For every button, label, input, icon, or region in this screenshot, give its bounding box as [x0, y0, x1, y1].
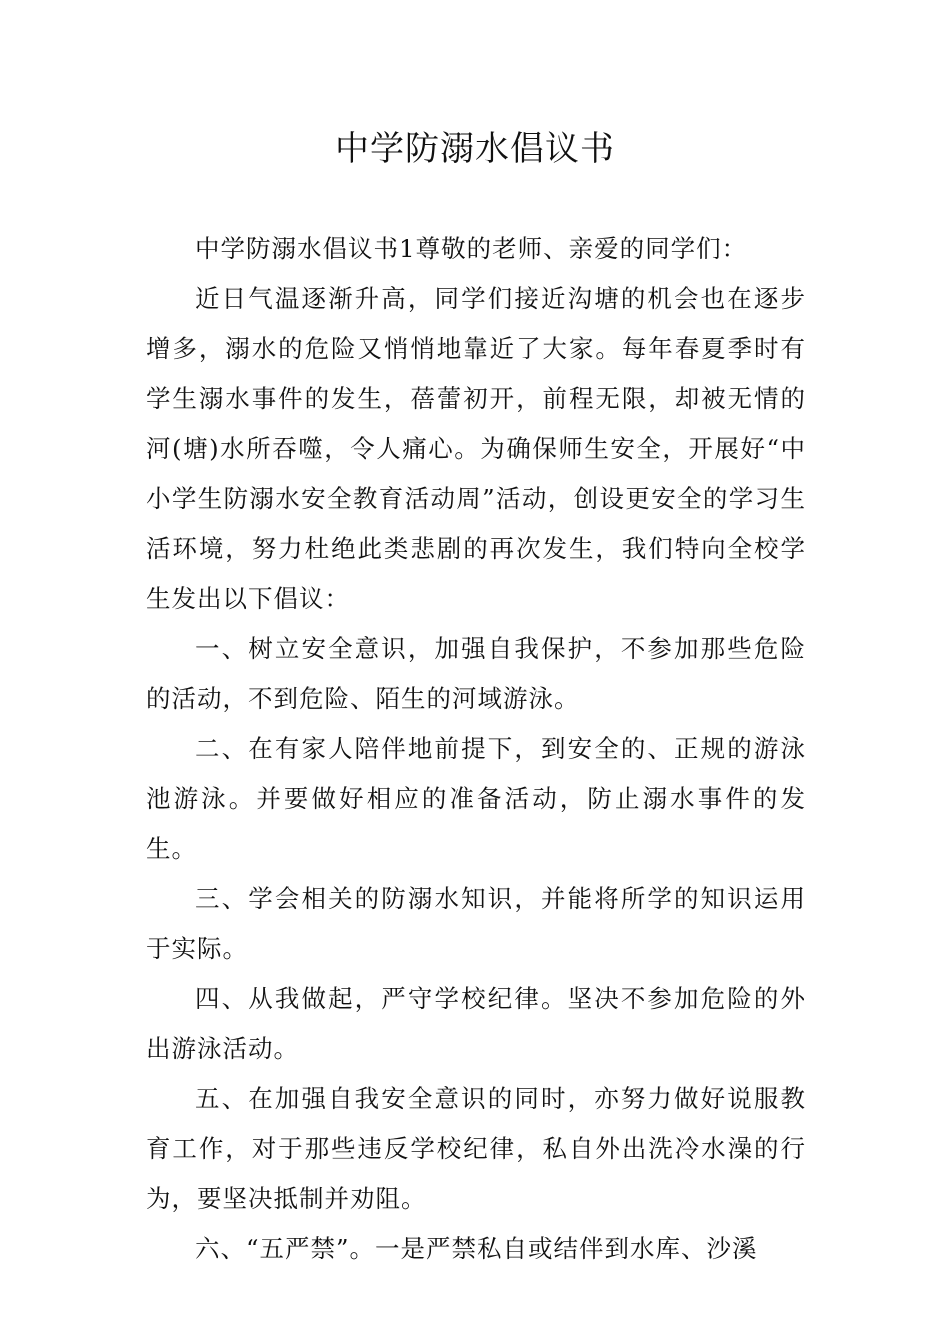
paragraph-item-6: 六、“五严禁”。一是严禁私自或结伴到水库、沙溪	[195, 1234, 758, 1263]
paragraph-intro: 近日气温逐渐升高，同学们接近沟塘的机会也在逐步增多，溺水的危险又悄悄地靠近了大家。每年春夏季时有学生溺水事件的发生，蓓蕾初开，前程无限，却被无情的河(塘)水所吞噬，令人痛心。为确保师生安全，开展好“中小学生防溺水安全教育活动周”活动，创设更安全的学习生活环境，努力杜绝此类悲剧的再次发生，我们特向全校学生发出以下倡议：	[146, 284, 806, 613]
paragraph-item-4: 四、从我做起，严守学校纪律。坚决不参加危险的外出游泳活动。	[146, 984, 806, 1063]
document-body	[146, 224, 806, 1274]
paragraph-greeting: 中学防溺水倡议书1尊敬的老师、亲爱的同学们：	[195, 234, 748, 263]
paragraph-item-3: 三、学会相关的防溺水知识，并能将所学的知识运用于实际。	[146, 884, 806, 963]
paragraph-item-5: 五、在加强自我安全意识的同时，亦努力做好说服教育工作，对于那些违反学校纪律，私自外出洗冷水澡的行为，要坚决抵制并劝阻。	[146, 1084, 806, 1213]
paragraph-item-2: 二、在有家人陪伴地前提下，到安全的、正规的游泳池游泳。并要做好相应的准备活动，防止溺水事件的发生。	[146, 734, 806, 863]
document-title: 中学防溺水倡议书	[335, 129, 615, 169]
paragraph-item-1: 一、树立安全意识，加强自我保护，不参加那些危险的活动，不到危险、陌生的河域游泳。	[146, 634, 806, 713]
